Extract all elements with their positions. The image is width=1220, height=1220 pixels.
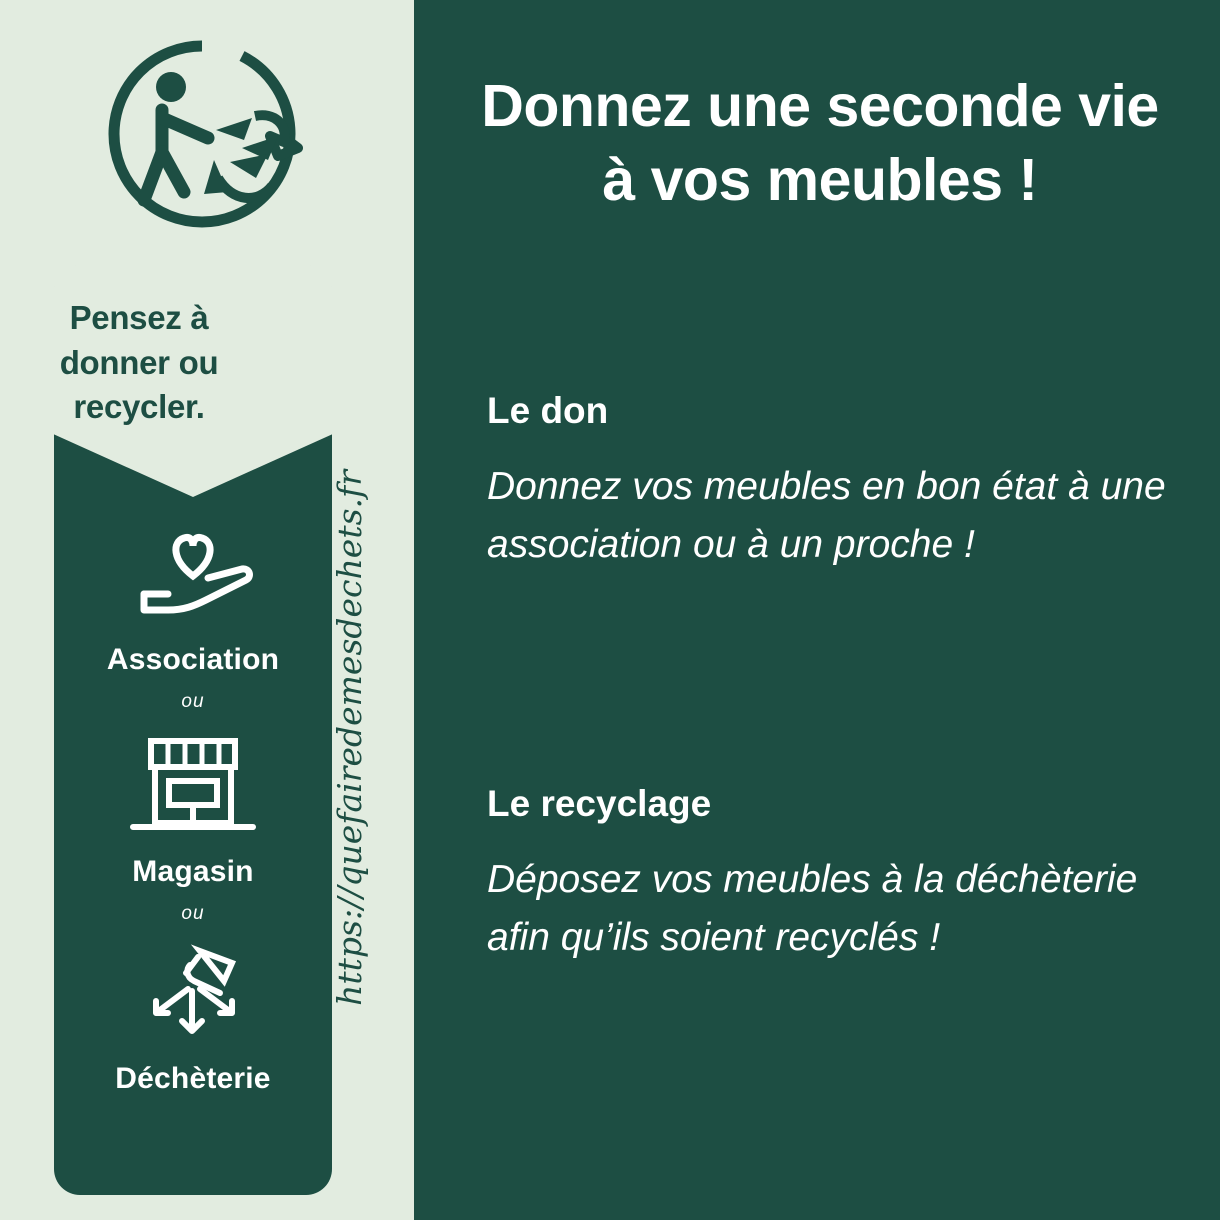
ribbon-title-line-2: donner ou [59,343,219,381]
shop-icon [54,727,332,847]
website-url[interactable]: https://quefairedemesdechets.fr [330,470,369,1006]
section-title-le-don: Le don [487,390,609,431]
steps-list [54,520,332,1096]
section-body-le-don: Donnez vos meubles en bon état à une association ou à un proche ! [487,465,1166,566]
section-le-don [487,390,1177,573]
step-label-dechterie: Déchèterie [115,1062,271,1095]
step-dechterie [54,939,332,1096]
ribbon-title-line-1: Pensez à [69,299,209,336]
page-title-line-1: Donnez une seconde vie [481,73,1159,139]
ribbon-title [0,296,278,430]
hand-heart-icon [54,520,332,635]
step-association [54,520,332,677]
section-body-le-recyclage: Déposez vos meubles à la déchèterie afin qu’ils soient recyclés ! [487,858,1138,959]
page-title [440,70,1200,218]
section-title-le-recyclage: Le recyclage [487,783,712,824]
section-le-recyclage [487,783,1177,966]
step-label-magasin: Magasin [132,855,254,888]
person-recycling-logo [92,32,312,237]
recycling-center-icon [54,939,332,1054]
step-magasin [54,727,332,889]
step-separator-2: ou [181,903,205,924]
step-separator-1: ou [181,691,205,712]
step-label-association: Association [106,643,280,676]
page-title-line-2: à vos meubles ! [602,146,1038,213]
ribbon-title-line-3: recycler. [73,388,205,426]
